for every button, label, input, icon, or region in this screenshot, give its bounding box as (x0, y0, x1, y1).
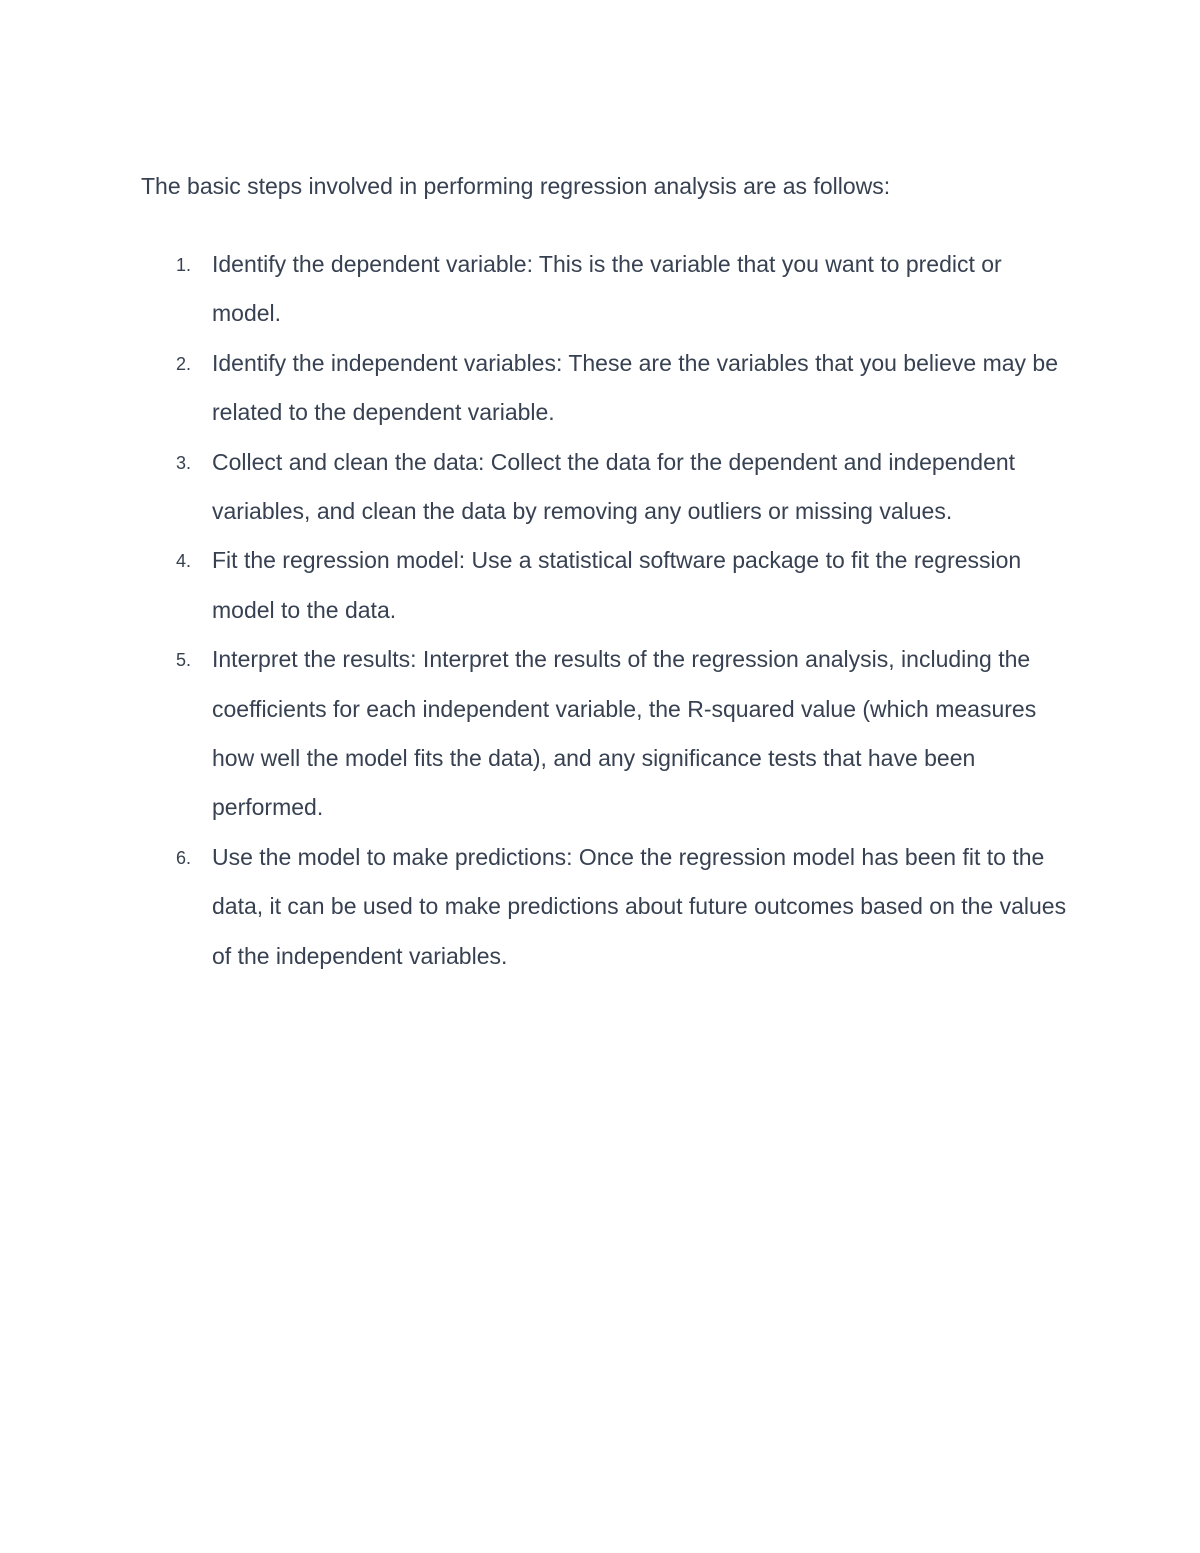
list-item (0, 536, 1200, 635)
step-number: 1. (176, 255, 192, 275)
step-number: 2. (176, 353, 192, 374)
step-text: Collect and clean the data: Collect the data for the dependent and independent variables, and clean the data by removing any outliers or missing values. (212, 448, 1016, 525)
list-item (0, 438, 1200, 537)
step-text: Use the model to make predictions: Once the regression model has been fit to the data, it can be used to make predictions about future outcomes based on the values of the independent variables. (212, 843, 1067, 969)
step-text: Identify the dependent variable: This is the variable that you want to predict or model. (212, 251, 1002, 327)
step-text: Identify the independent variables: These are the variables that you believe may be related to the dependent variable. (212, 349, 1059, 426)
step-text: Interpret the results: Interpret the results of the regression analysis, including the coefficients for each independent variable, the R-squared value (which measures how well the model fits the data), and any significance tests that have been performed. (212, 646, 1037, 821)
step-text: Fit the regression model: Use a statistical software package to fit the regression model to the data. (212, 547, 1022, 623)
steps-list (0, 240, 1200, 981)
list-item (0, 339, 1200, 438)
intro-paragraph: The basic steps involved in performing regression analysis are as follows: (141, 173, 891, 199)
list-item (0, 635, 1200, 833)
step-number: 4. (176, 551, 192, 572)
step-number: 5. (176, 650, 192, 671)
step-number: 3. (176, 452, 192, 473)
list-item (0, 833, 1200, 981)
step-number: 6. (176, 847, 192, 868)
list-item (0, 240, 1200, 339)
